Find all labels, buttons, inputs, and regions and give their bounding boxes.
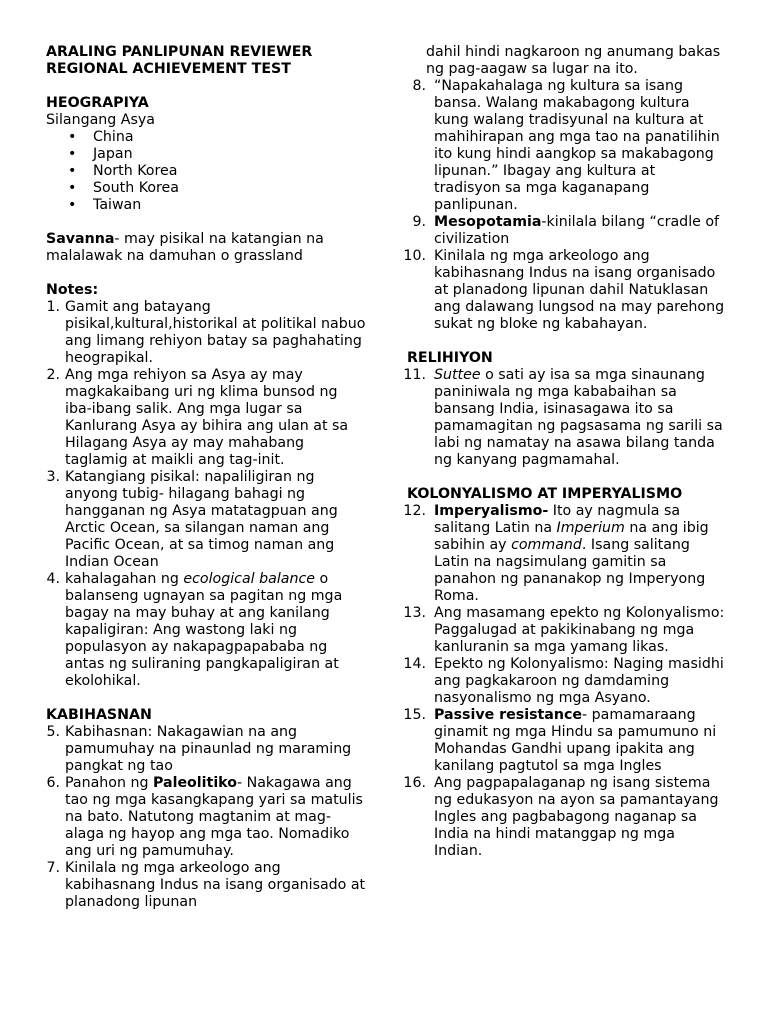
item-number: 6. bbox=[46, 775, 60, 791]
text-run: Ito ay nagmula sa salitang Latin na bbox=[434, 503, 681, 536]
text-run: na ang ibig sabihin ay bbox=[434, 520, 709, 553]
notes-heading: Notes: bbox=[46, 282, 99, 298]
item-text: Kinilala ng mga arkeologo ang kabihasnang Indus na isang organisado at planadong lipunan bbox=[65, 860, 366, 910]
section-heading-kolonyalismo: KOLONYALISMO AT IMPERYALISMO bbox=[407, 486, 683, 502]
savanna-definition bbox=[46, 231, 366, 265]
list-item: • North Korea bbox=[46, 163, 366, 180]
numbered-item bbox=[396, 248, 726, 333]
numbered-item bbox=[396, 656, 726, 707]
item-text bbox=[434, 707, 726, 775]
item-number: 3. bbox=[46, 469, 60, 485]
text-run: . Isang salitang Latin na nagsimulang gamitin sa panahon ng pananakop ng Imperyong Roma. bbox=[434, 537, 706, 604]
italic-term: ecological balance bbox=[183, 571, 315, 587]
item-number: 12. bbox=[403, 503, 426, 519]
bold-term: Paleolitiko bbox=[152, 775, 237, 791]
item-text: Ang mga rehiyon sa Asya ay may magkakaibang uri ng klima bunsod ng iba-ibang salik. Ang mga lugar sa Kanlurang Asya ay bihira ang ulan at sa Hilagang Asya ay may mahabang taglamig at maikli ang tag-init. bbox=[65, 367, 349, 468]
item-number: 15. bbox=[403, 707, 426, 723]
numbered-item bbox=[396, 214, 726, 248]
subheading-silangang-asya: Silangang Asya bbox=[46, 112, 155, 128]
item-number: 16. bbox=[403, 775, 426, 791]
numbered-item bbox=[396, 707, 726, 775]
item-number: 4. bbox=[46, 571, 60, 587]
list-item: • Japan bbox=[46, 146, 366, 163]
bold-term: Mesopotamia bbox=[434, 214, 542, 230]
document-title: ARALING PANLIPUNAN REVIEWER bbox=[46, 44, 313, 60]
right-column bbox=[396, 44, 726, 860]
numbered-item bbox=[396, 503, 726, 605]
item-text bbox=[65, 775, 366, 860]
item-number: 5. bbox=[46, 724, 60, 740]
numbered-item bbox=[396, 367, 726, 469]
continued-text: dahil hindi nagkaroon ng anumang bakas ng pag-aagaw sa lugar na ito. bbox=[426, 44, 721, 77]
numbered-item bbox=[46, 724, 366, 775]
item-number: 11. bbox=[403, 367, 426, 383]
text-run: - pamamaraang ginamit ng mga Hindu sa pamumuno ni Mohandas Gandhi upang ipakita ang kanilang pagtutol sa mga Ingles bbox=[434, 707, 717, 774]
text-run: kahalagahan ng bbox=[65, 571, 184, 587]
item-number: 2. bbox=[46, 367, 60, 383]
note-item bbox=[46, 469, 366, 571]
item-number: 10. bbox=[403, 248, 426, 264]
note-item bbox=[46, 299, 366, 367]
left-column bbox=[46, 44, 366, 911]
note-item bbox=[46, 571, 366, 690]
item-number: 13. bbox=[403, 605, 426, 621]
item-number: 14. bbox=[403, 656, 426, 672]
section-heading-kabihasnan: KABIHASNAN bbox=[46, 707, 152, 723]
item-number: 9. bbox=[412, 214, 426, 230]
text-run: -kinilala bilang “cradle of civilization bbox=[434, 214, 720, 247]
section-heading-heograpiya: HEOGRAPIYA bbox=[46, 95, 149, 111]
item-text bbox=[65, 571, 366, 690]
numbered-item bbox=[396, 78, 726, 214]
bold-term: Passive resistance bbox=[434, 707, 583, 723]
item-text: Kinilala ng mga arkeologo ang kabihasnang Indus na isang organisado at planadong lipunan dahil Natuklasan ang dalawang lungsod na may parehong sukat ng bloke ng kabahayan. bbox=[434, 248, 725, 332]
numbered-item bbox=[396, 775, 726, 860]
numbered-item bbox=[46, 860, 366, 911]
item-text: Ang masamang epekto ng Kolonyalismo: Paggalugad at pakikinabang ng mga kanluranin sa mga yamang likas. bbox=[434, 605, 725, 655]
item-text bbox=[434, 367, 726, 469]
item-text: Kabihasnan: Nakagawian na ang pamumuhay na pinaunlad ng maraming pangkat ng tao bbox=[65, 724, 352, 774]
item-text: Gamit ang batayang pisikal,kultural,historikal at politikal nabuo ang limang rehiyon batay sa paghahating heograpikal. bbox=[65, 299, 366, 366]
text-run: - Nakagawa ang tao ng mga kasangkapang yari sa matulis na bato. Natutong magtanim at mag-alaga ng hayop ang mga tao. Nomadiko ang uri ng pamumuhay. bbox=[65, 775, 363, 859]
item-text bbox=[434, 503, 726, 605]
note-item bbox=[46, 367, 366, 469]
item-text: Epekto ng Kolonyalismo: Naging masidhi ang pagkakaroon ng damdaming nasyonalismo ng mga Asyano. bbox=[434, 656, 724, 706]
bold-term: Imperyalismo- bbox=[434, 503, 549, 519]
list-item: • Taiwan bbox=[46, 197, 366, 214]
savanna-text: - may pisikal na katangian na malalawak na damuhan o grassland bbox=[46, 231, 324, 264]
item-text: Katangiang pisikal: napaliligiran ng anyong tubig- hilagang bahagi ng hangganan ng Asya matatagpuan ang Arctic Ocean, sa silangan naman ang Pacific Ocean, at sa timog naman ang Indian Ocean bbox=[65, 469, 338, 570]
list-item: • China bbox=[46, 129, 366, 146]
item-text: Ang pagpapalaganap ng isang sistema ng edukasyon na ayon sa pamantayang Ingles ang pagbabagong naganap sa India na hindi matanggap ng mga Indian. bbox=[434, 775, 719, 859]
italic-term: command bbox=[511, 537, 582, 553]
italic-term: Suttee bbox=[434, 367, 481, 383]
item-number: 1. bbox=[46, 299, 60, 315]
list-item: • South Korea bbox=[46, 180, 366, 197]
item-number: 7. bbox=[46, 860, 60, 876]
item-text: “Napakahalaga ng kultura sa isang bansa. Walang makabagong kultura kung walang tradisyunal na kultura at mahihirapan ang mga tao na panatilihin ito kung hindi aangkop sa makabagong lipunan.” Ibagay ang kultura at tradisyon sa mga kaganapang panlipunan. bbox=[434, 78, 720, 213]
section-heading-relihiyon: RELIHIYON bbox=[407, 350, 493, 366]
document-subtitle: REGIONAL ACHIEVEMENT TEST bbox=[46, 61, 291, 77]
numbered-item bbox=[46, 775, 366, 860]
text-run: o sati ay isa sa mga sinaunang paniniwala ng mga kababaihan sa bansang India, isinasagawa ito sa pamamagitan ng pagsasama ng sarili sa labi ng namatay na asawa bilang tanda ng kanyang pagmamahal. bbox=[434, 367, 723, 468]
numbered-item bbox=[396, 605, 726, 656]
country-list bbox=[46, 129, 366, 214]
savanna-term: Savanna bbox=[46, 231, 115, 247]
italic-term: Imperium bbox=[556, 520, 625, 536]
item-text bbox=[434, 214, 726, 248]
text-run: o balanseng ugnayan sa pagitan ng mga bagay na may buhay at ang kanilang kapaligiran: Ang wastong laki ng populasyon ay nakapagpapababa ng antas ng suliraning pangkapaligiran at ekolohikal. bbox=[65, 571, 343, 689]
item-number: 8. bbox=[412, 78, 426, 94]
text-run: Panahon ng bbox=[65, 775, 153, 791]
